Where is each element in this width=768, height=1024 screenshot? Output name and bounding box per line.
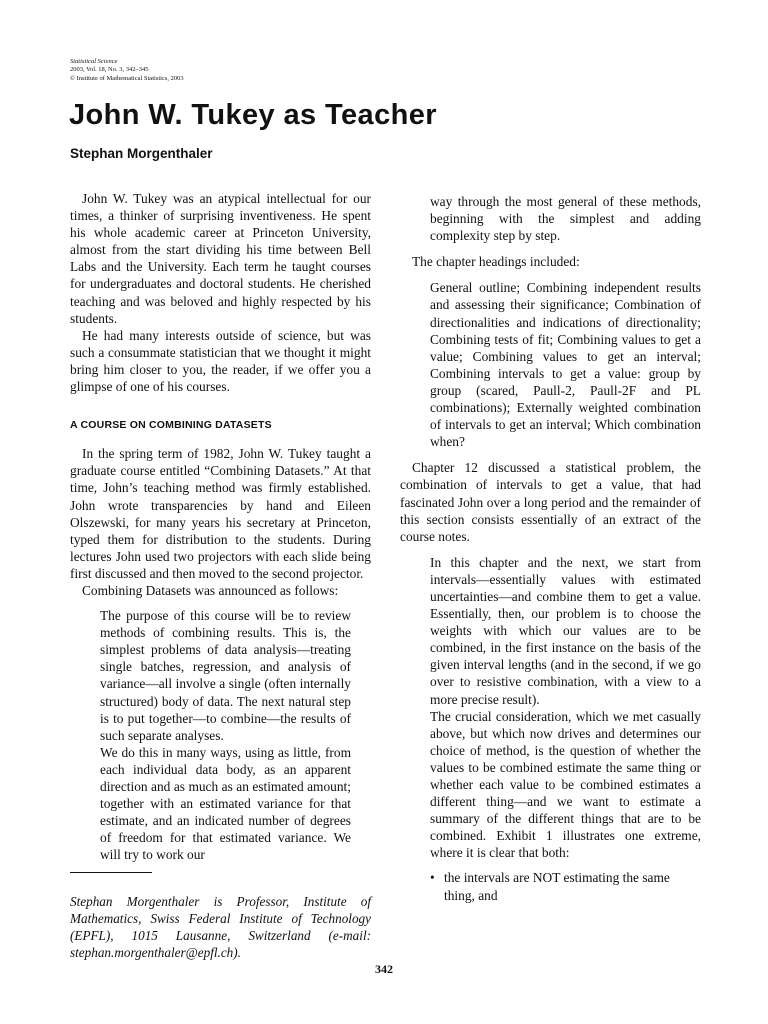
article-author: Stephan Morgenthaler bbox=[70, 146, 213, 161]
left-column bbox=[70, 190, 371, 863]
author-footnote: Stephan Morgenthaler is Professor, Institute of Mathematics, Swiss Federal Institute of Technology (EPFL), 1015 Lausanne, Switzerland (e-mail: stephan.morgenthaler@epfl.ch). bbox=[70, 894, 371, 961]
course-announcement-quote-continued bbox=[400, 193, 701, 244]
course-paragraph-1: In the spring term of 1982, John W. Tukey taught a graduate course entitled “Combining Datasets.” At that time, John’s teaching method was firmly established. John wrote transparencies by hand and Eileen Olszewski, for many years his secretary at Princeton, typed them for distribution to the students. During lectures John used two projectors with each slide being first discussed and then moved to the second projector. bbox=[70, 446, 371, 581]
intro-paragraph-1: John W. Tukey was an atypical intellectual for our times, a thinker of surprising inventiveness. He spent his whole academic career at Princeton University, almost from the start dividing his time between Bell Labs and the University. Each term he taught courses for undergraduates and doctoral students. He cherished teaching and was beloved and highly respected by his students. bbox=[70, 191, 371, 326]
journal-name: Statistical Science bbox=[70, 58, 118, 65]
course-paragraph-2: Combining Datasets was announced as follows: bbox=[82, 582, 339, 598]
course-notes-extract bbox=[400, 554, 701, 862]
right-column bbox=[400, 193, 701, 904]
quote-continuation: way through the most general of these methods, beginning with the simplest and adding complexity step by step. bbox=[430, 194, 701, 244]
journal-copyright: © Institute of Mathematical Statistics, 2003 bbox=[70, 74, 184, 82]
quote-paragraph-1: The purpose of this course will be to review methods of combining results. This is, the simplest problems of data analysis—treating single batches, regression, and analysis of variance—all involve a single (often internally structured) body of data. The next natural step is to put together—to combine—the results of such separate analyses. bbox=[100, 608, 351, 743]
journal-volume-info: 2003, Vol. 18, No. 3, 342–345 bbox=[70, 66, 149, 74]
chapter-headings-text: General outline; Combining independent results and assessing their significance; Combination of directionalities and indications of directionality; Combining tests of fit; Combining values to get a value; Combining values to get an interval; Combining intervals to get a value: group by group (scared, Paull-2, Paull-2F and PL combinations); Externally weighted combination of intervals to get an interval; Which combination when? bbox=[430, 280, 701, 450]
quote-paragraph-2: We do this in many ways, using as little, from each individual data body, as an apparent direction and as much as an estimated amount; together with an estimated variance for that estimate, and an indicated number of degrees of freedom for that estimated variance. We will try to work our bbox=[100, 744, 351, 863]
journal-header bbox=[70, 58, 184, 83]
bullet-item bbox=[430, 869, 701, 903]
chapter-headings-list bbox=[400, 279, 701, 450]
notes-paragraph-1: In this chapter and the next, we start from intervals—essentially values with estimated uncertainties—and combine them to get a value. Essentially, then, our problem is to choose the weights with which our values are to be combined, in the first instance on the basis of the given interval lengths (and in the second, if we go over to resistive combination, with a view to a more precise result). bbox=[430, 554, 701, 707]
bullet-text: the intervals are NOT estimating the same thing, and bbox=[444, 870, 670, 903]
chapter-12-paragraph: Chapter 12 discussed a statistical problem, the combination of intervals to get a value, that had fascinated John over a long period and the remainder of this section consists essentially of an extract of the course notes. bbox=[400, 460, 701, 544]
intro-paragraph-2: He had many interests outside of science, but was such a consummate statistician that we thought it might bring him closer to you, the reader, if we offer you a glimpse of one of his courses. bbox=[70, 327, 371, 395]
section-heading: A COURSE ON COMBINING DATASETS bbox=[70, 419, 272, 432]
page-number: 342 bbox=[375, 962, 393, 976]
article-title: John W. Tukey as Teacher bbox=[69, 99, 437, 131]
chapter-headings-intro: The chapter headings included: bbox=[412, 254, 580, 270]
course-announcement-quote bbox=[70, 607, 371, 863]
notes-paragraph-2: The crucial consideration, which we met casually above, but which now drives and determines our choice of method, is the question of whether the values to be combined estimate the same thing or whether each value to be combined estimates a different thing—and we want to estimate a summary of the different things that are to be combined. Exhibit 1 illustrates one extreme, where it is clear that both: bbox=[430, 708, 701, 861]
bullet-icon: • bbox=[430, 870, 435, 886]
notes-bullet-list bbox=[400, 869, 701, 903]
footnote-rule bbox=[70, 872, 152, 873]
